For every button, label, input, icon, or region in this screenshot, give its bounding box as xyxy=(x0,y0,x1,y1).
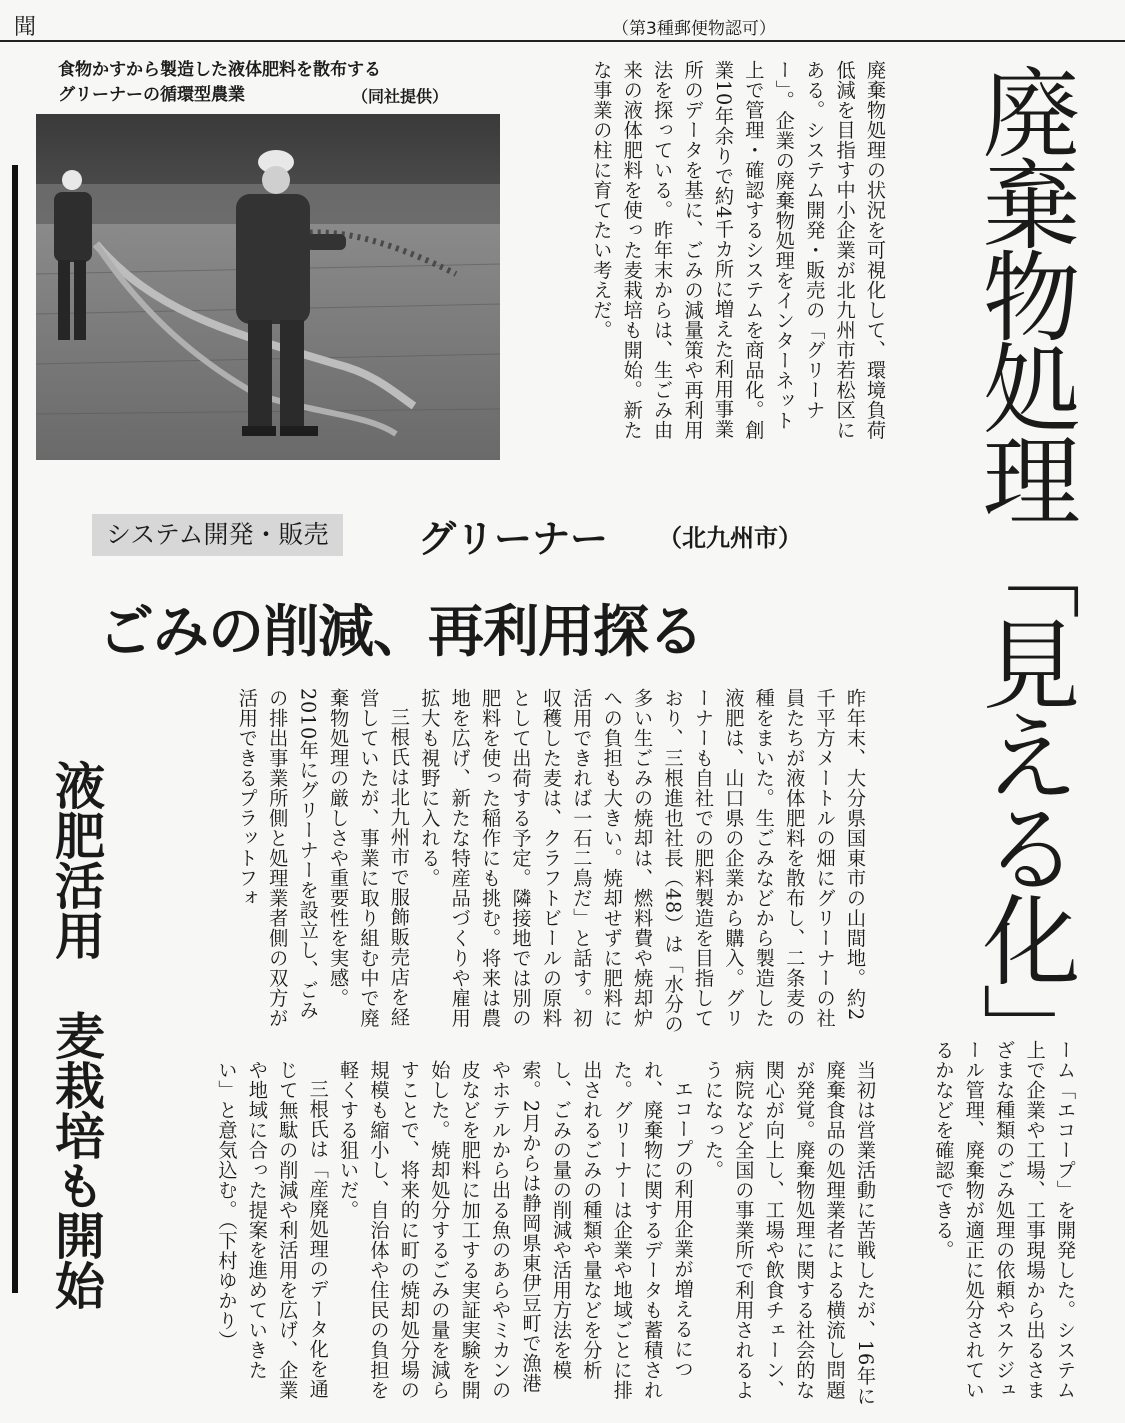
top-rule xyxy=(0,40,1125,42)
body-upper-paragraph-3: 三根氏は「産廃処理のデータ化を通じて無駄の削減や利活用を広げ、企業や地域に合った提案を進めていきたい」と意気込む。（下村ゆかり） xyxy=(215,1060,330,1400)
farm-photo xyxy=(36,114,500,460)
body-top-right-paragraph: ーム「エコープ」を開発した。システム上で企業や工場、工事現場から出るさまざまな種類のごみ処理の依頼やスケジュール管理、廃棄物が適正に処分されているかなどを確認できる。 xyxy=(932,1040,1077,1400)
masthead-fragment: 聞 xyxy=(14,15,36,40)
body-upper-paragraph-1: 当初は営業活動に苦戦したが、16年に廃棄食品の処理業者による横流し問題が発覚。廃棄物処理に関する社会的な関心が向上し、工場や飲食チェーン、病院など全国の事業所で利用されるようになった。 xyxy=(701,1060,877,1407)
photo-credit: （同社提供） xyxy=(352,87,449,106)
article-lead xyxy=(520,60,890,440)
article-body-mid xyxy=(90,688,870,1038)
left-rule xyxy=(12,165,18,1293)
secondary-headline: 液肥活用 麦栽培も開始 xyxy=(47,760,105,1310)
sub-headline: ごみの削減、再利用探る xyxy=(98,600,703,665)
lead-paragraph: 廃棄物処理の状況を可視化して、環境負荷低減を目指す中小企業が北九州市若松区にある。システム開発・販売の「グリーナー」。企業の廃棄物処理をインターネット上で管理・確認するシステムを商品化。創業10年余りで約4千カ所に増えた利用事業所のデータを基に、ごみの減量策や再利用法を探っている。昨年末からは、生ごみ由来の液体肥料を使った麦栽培も開始。新たな事業の柱に育てたい考えだ。 xyxy=(590,60,887,440)
category-tag: システム開発・販売 xyxy=(92,514,343,556)
body-lower-paragraph-1: 昨年末、大分県国東市の山間地。約2千平方メートルの畑にグリーナーの社員たちが液体肥料を散布し、二条麦の種をまいた。生ごみなどから製造した液肥は、山口県の企業から購入。グリーナーも自社での肥料製造を目指しており、三根進也社長（48）は「水分の多い生ごみの焼却は、燃料費や焼却炉への負担も大きい。焼却せずに肥料に活用できれば一石二鳥だ」と話す。初収穫した麦は、クラフトビールの原料として出荷する予定。隣接地では別の肥料を使った稲作にも挑む。将来は農地を広げ、新たな特産品づくりや雇用拡大も視野に入れる。 xyxy=(418,688,867,1035)
photo-caption-line1: 食物かすから製造した液体肥料を散布する xyxy=(58,60,381,80)
body-lower-paragraph-2: 三根氏は北九州市で服飾販売店を経営していたが、事業に取り組む中で廃棄物処理の厳しさや重要性を実感。2010年にグリーナーを設立し、ごみの排出事業所側と処理業者側の双方が活用できるプラットフォ xyxy=(235,688,411,1028)
body-upper-paragraph-2: エコープの利用企業が増えるにつれ、廃棄物に関するデータも蓄積された。グリーナーは企業や地域ごとに排出されるごみの種類や量などを分析し、ごみの量の削減や活用方法を模索。2月からは静岡県東伊豆町で漁港やホテルから出る魚のあらやミカンの皮などを肥料に加工する実証実験を開始した。焼却処分するごみの量を減らすことで、将来的に町の焼却処分場の規模も縮小し、自治体や住民の負担を軽くする狙いだ。 xyxy=(337,1060,695,1400)
article-body-top-right xyxy=(870,1040,1080,1400)
article-body-bottom xyxy=(120,1060,880,1410)
main-headline: 廃棄物処理「見える化」 xyxy=(966,62,1080,1074)
company-location: （北九州市） xyxy=(658,524,802,552)
postal-permit: （第3種郵便物認可） xyxy=(612,19,776,39)
photo-caption-line2: グリーナーの循環型農業 xyxy=(58,85,245,105)
company-name: グリーナー xyxy=(418,517,609,561)
